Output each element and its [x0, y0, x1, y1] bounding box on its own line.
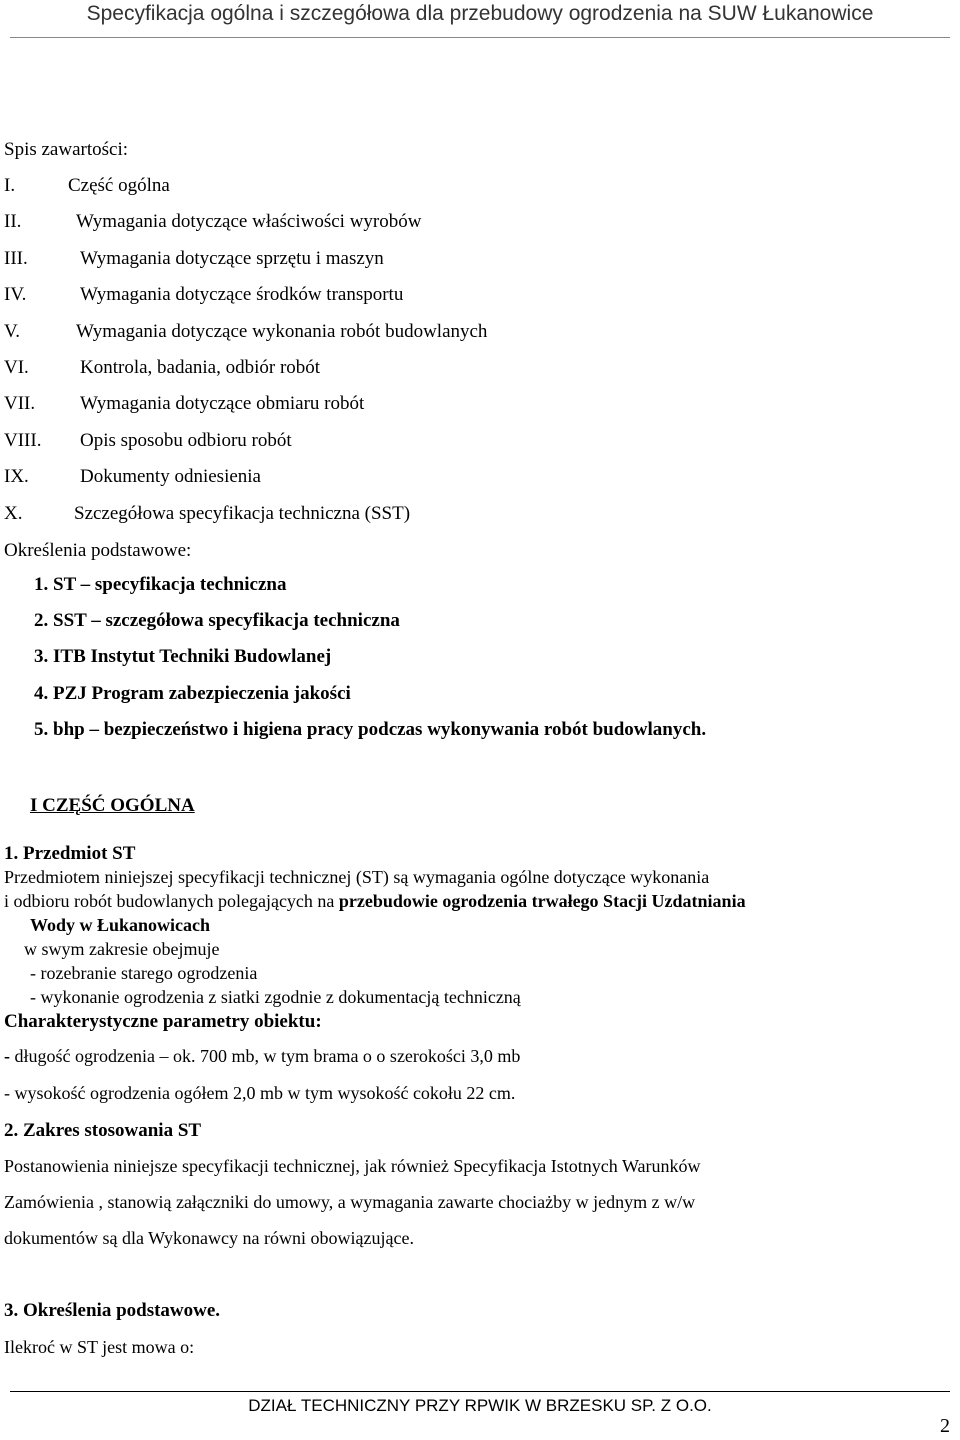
toc-item-number: IX. — [4, 466, 29, 488]
section-1-text-line: i odbioru robót budowlanych polegających na przebudowie ogrodzenia trwałego Stacji Uzdatniania — [4, 891, 746, 911]
toc-item-number: V. — [4, 320, 21, 342]
section-1-heading: 1. Przedmiot ST — [4, 843, 136, 864]
toc-item-label: Kontrola, badania, odbiór robót — [80, 357, 321, 378]
param-item: - wysokość ogrodzenia ogółem 2,0 mb w tym wysokość cokołu 22 cm. — [4, 1083, 516, 1103]
section-2-text-line: Postanowienia niniejsze specyfikacji technicznej, jak również Specyfikacja Istotnych Warunków — [4, 1156, 701, 1176]
toc-item-number: IV. — [4, 284, 27, 306]
param-item: - długość ogrodzenia – ok. 700 mb, w tym brama o o szerokości 3,0 mb — [4, 1046, 521, 1066]
toc-item-label: Część ogólna — [68, 175, 170, 196]
page-footer: DZIAŁ TECHNICZNY PRZY RPWIK W BRZESKU SP. Z O.O. — [248, 1396, 712, 1415]
toc-item-number: X. — [4, 502, 23, 524]
definition-item: 3. ITB Instytut Techniki Budowlanej — [34, 646, 332, 668]
definition-item: 4. PZJ Program zabezpieczenia jakości — [34, 682, 351, 704]
scope-item: - wykonanie ogrodzenia z siatki zgodnie z dokumentacją techniczną — [30, 987, 521, 1007]
footer-rule — [10, 1391, 950, 1392]
section-1-text-line: w swym zakresie obejmuje — [24, 939, 220, 959]
section-2-heading: 2. Zakres stosowania ST — [4, 1120, 202, 1141]
header-rule — [10, 37, 950, 38]
toc-item-label: Wymagania dotyczące obmiaru robót — [80, 393, 365, 415]
toc-item-label: Wymagania dotyczące sprzętu i maszyn — [80, 247, 384, 269]
toc-item-number: VIII. — [4, 429, 42, 451]
definition-item: 5. bhp – bezpieczeństwo i higiena pracy podczas wykonywania robót budowlanych. — [34, 718, 707, 740]
page-number: 2 — [940, 1415, 950, 1437]
toc-item-number: III. — [4, 247, 28, 269]
part1-heading: I CZĘŚĆ OGÓLNA — [30, 795, 195, 816]
page-header: Specyfikacja ogólna i szczegółowa dla przebudowy ogrodzenia na SUW Łukanowice — [86, 2, 874, 25]
toc-heading: Spis zawartości: — [4, 139, 129, 160]
toc-item-label: Wymagania dotyczące wykonania robót budowlanych — [76, 320, 488, 342]
toc-item-label: Dokumenty odniesienia — [80, 466, 261, 488]
toc-item-label: Opis sposobu odbioru robót — [80, 429, 292, 451]
definitions-heading: Określenia podstawowe: — [4, 540, 192, 561]
toc-item-number: II. — [4, 211, 22, 233]
definition-item: 2. SST – szczegółowa specyfikacja techniczna — [34, 610, 400, 632]
section-3-heading: 3. Określenia podstawowe. — [4, 1300, 221, 1321]
toc-item-number: VI. — [4, 357, 29, 378]
toc-item-label: Wymagania dotyczące właściwości wyrobów — [76, 211, 422, 233]
definition-item: 1. ST – specyfikacja techniczna — [34, 574, 287, 595]
params-heading: Charakterystyczne parametry obiektu: — [4, 1011, 322, 1032]
section-1-text-line: Przedmiotem niniejszej specyfikacji technicznej (ST) są wymagania ogólne dotyczące wykonania — [4, 867, 710, 887]
section-1-text-line: Wody w Łukanowicach — [30, 915, 211, 935]
toc-item-label: Szczegółowa specyfikacja techniczna (SST) — [74, 502, 411, 524]
section-2-text-line: Zamówienia , stanowią załączniki do umowy, a wymagania zawarte chociażby w jednym z w/w — [4, 1192, 696, 1212]
scope-item: - rozebranie starego ogrodzenia — [30, 963, 258, 983]
toc-item-label: Wymagania dotyczące środków transportu — [80, 284, 404, 306]
section-3-text-line: Ilekroć w ST jest mowa o: — [4, 1337, 195, 1357]
section-2-text-line: dokumentów są dla Wykonawcy na równi obowiązujące. — [4, 1228, 414, 1248]
toc-item-number: I. — [4, 175, 16, 196]
toc-item-number: VII. — [4, 393, 36, 415]
